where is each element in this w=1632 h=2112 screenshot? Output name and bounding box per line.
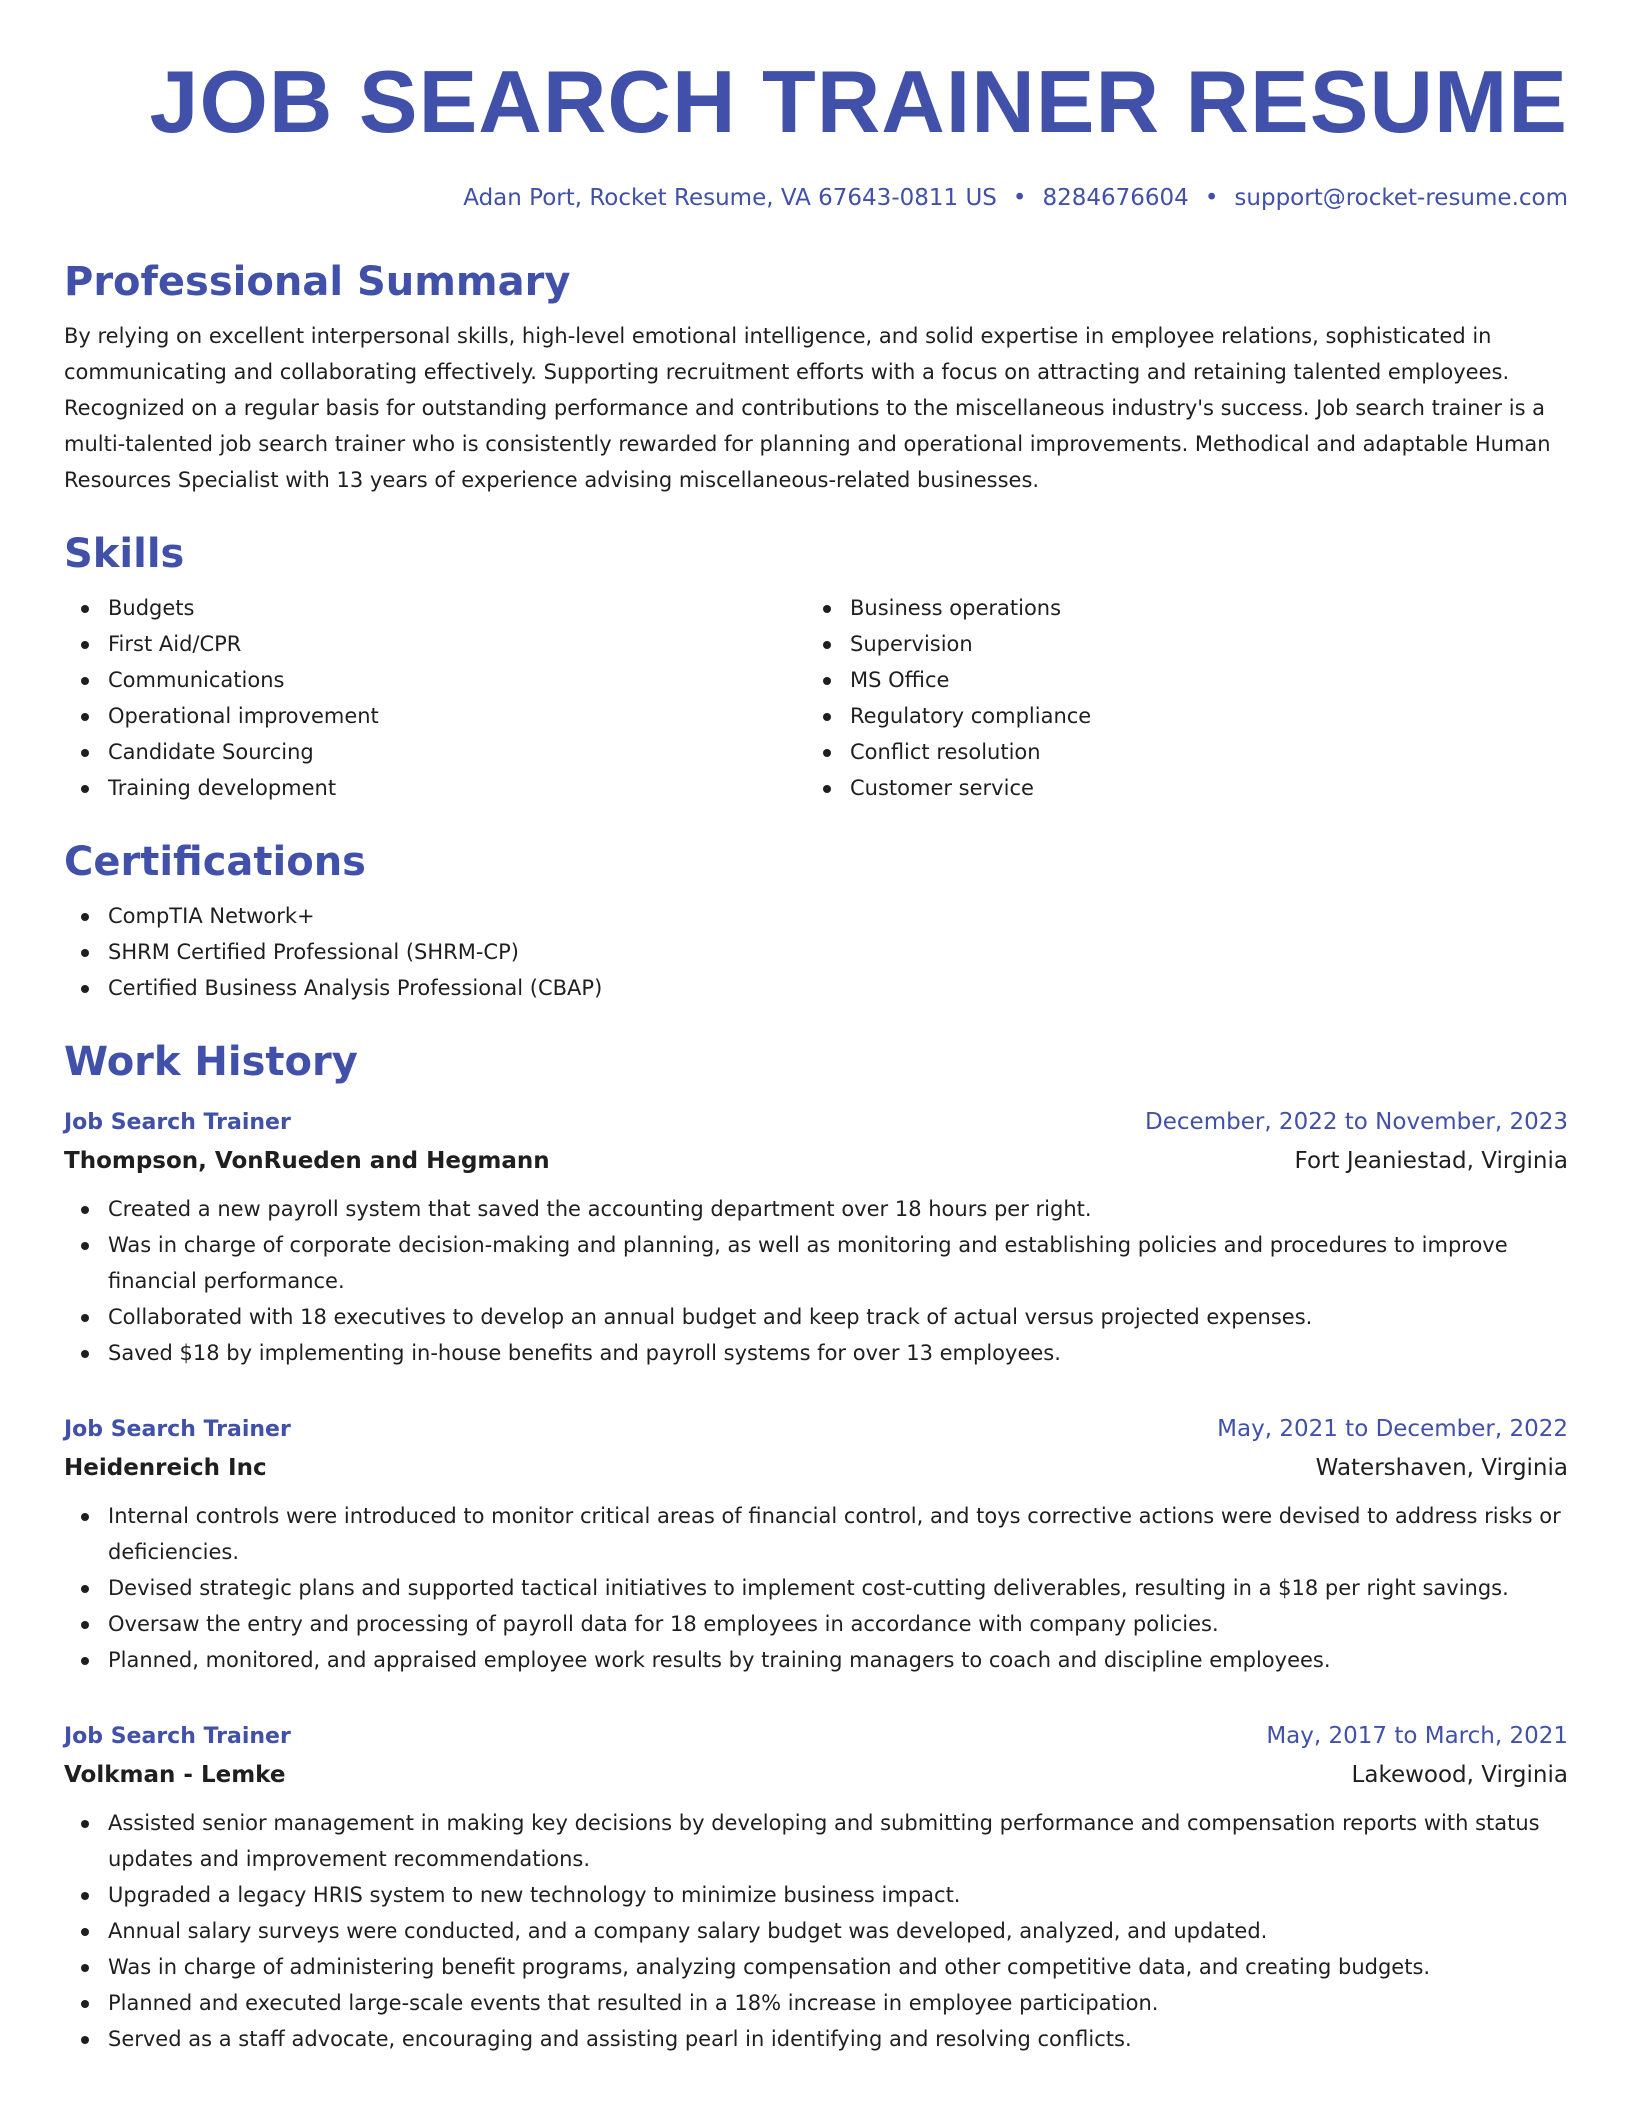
skills-column-left <box>64 590 806 806</box>
summary-heading: Professional Summary <box>64 259 571 305</box>
job-duty-item: Annual salary surveys were conducted, and a company salary budget was developed, analyzed, and updated. <box>64 1913 1568 1949</box>
certifications-list <box>64 898 1568 1006</box>
skill-item: Budgets <box>64 590 806 626</box>
resume-header <box>64 0 1568 214</box>
skill-item: Training development <box>64 770 806 806</box>
summary-text: By relying on excellent interpersonal skills, high-level emotional intelligence, and solid expertise in employee relations, sophisticated in communicating and collaborating effectively. Supporting recruitment efforts with a focus on attracting and retaining talented employees. Recognized on a regular basis for outstanding performance and contributions to the miscellaneous industry's success. Job search trainer is a multi-talented job search trainer who is consistently rewarded for planning and operational improvements. Methodical and adaptable Human Resources Specialist with 13 years of experience advising miscellaneous-related businesses. <box>64 324 1551 492</box>
skill-item: Operational improvement <box>64 698 806 734</box>
job-duty-item: Internal controls were introduced to monitor critical areas of financial control, and toys corrective actions were devised to address risks or deficiencies. <box>64 1498 1568 1570</box>
job-duty-item: Upgraded a legacy HRIS system to new technology to minimize business impact. <box>64 1877 1568 1913</box>
skills-list <box>64 590 1568 806</box>
job-duties-list <box>64 1498 1568 1678</box>
skill-item: Candidate Sourcing <box>64 734 806 770</box>
certification-item: SHRM Certified Professional (SHRM-CP) <box>64 934 1568 970</box>
job-duty-item: Planned, monitored, and appraised employee work results by training managers to coach and discipline employees. <box>64 1642 1568 1678</box>
job-duty-item: Was in charge of administering benefit programs, analyzing compensation and other competitive data, and creating budgets. <box>64 1949 1568 1985</box>
job-company: Thompson, VonRueden and Hegmann <box>64 1148 550 1174</box>
job-entry <box>64 1718 1568 2057</box>
job-header-row <box>64 1104 1568 1141</box>
skill-item: Conflict resolution <box>806 734 1548 770</box>
job-entry <box>64 1411 1568 1678</box>
skills-column-right <box>806 590 1548 806</box>
contact-line <box>64 182 1568 214</box>
job-title: Job Search Trainer <box>64 1724 291 1749</box>
job-duty-item: Served as a staff advocate, encouraging and assisting pearl in identifying and resolving conflicts. <box>64 2021 1568 2057</box>
job-duty-item: Created a new payroll system that saved the accounting department over 18 hours per right. <box>64 1191 1568 1227</box>
skill-item: Supervision <box>806 626 1548 662</box>
job-duty-item: Collaborated with 18 executives to develop an annual budget and keep track of actual versus projected expenses. <box>64 1299 1568 1335</box>
job-duties-list <box>64 1805 1568 2057</box>
contact-email: support@rocket-resume.com <box>1234 185 1568 211</box>
contact-phone: 8284676604 <box>1042 185 1189 211</box>
job-company-row <box>64 1141 1568 1181</box>
job-location: Fort Jeaniestad, Virginia <box>1294 1148 1568 1174</box>
skill-item: First Aid/CPR <box>64 626 806 662</box>
certification-item: CompTIA Network+ <box>64 898 1568 934</box>
skills-heading: Skills <box>64 531 185 577</box>
skill-item: MS Office <box>806 662 1548 698</box>
certifications-heading: Certifications <box>64 839 366 885</box>
job-header-row <box>64 1411 1568 1448</box>
job-dates: May, 2021 to December, 2022 <box>1217 1416 1568 1442</box>
contact-separator: • <box>1012 185 1027 211</box>
skill-item: Communications <box>64 662 806 698</box>
resume-page <box>64 0 1568 2057</box>
job-company: Heidenreich Inc <box>64 1455 267 1481</box>
job-title: Job Search Trainer <box>64 1110 291 1135</box>
job-entry <box>64 1104 1568 1371</box>
job-dates: May, 2017 to March, 2021 <box>1266 1723 1568 1749</box>
job-duty-item: Oversaw the entry and processing of payroll data for 18 employees in accordance with company policies. <box>64 1606 1568 1642</box>
contact-address: Adan Port, Rocket Resume, VA 67643-0811 US <box>463 185 997 211</box>
skill-item: Customer service <box>806 770 1548 806</box>
job-location: Watershaven, Virginia <box>1315 1455 1568 1481</box>
job-company-row <box>64 1755 1568 1795</box>
job-duties-list <box>64 1191 1568 1371</box>
job-duty-item: Saved $18 by implementing in-house benefits and payroll systems for over 13 employees. <box>64 1335 1568 1371</box>
work-history-heading: Work History <box>64 1039 358 1085</box>
job-title: Job Search Trainer <box>64 1417 291 1442</box>
job-location: Lakewood, Virginia <box>1351 1762 1568 1788</box>
resume-name: JOB SEARCH TRAINER RESUME <box>149 52 1568 151</box>
job-duty-item: Devised strategic plans and supported tactical initiatives to implement cost-cutting deliverables, resulting in a $18 per right savings. <box>64 1570 1568 1606</box>
certification-item: Certified Business Analysis Professional (CBAP) <box>64 970 1568 1006</box>
job-company: Volkman - Lemke <box>64 1762 286 1788</box>
job-company-row <box>64 1448 1568 1488</box>
job-duty-item: Assisted senior management in making key decisions by developing and submitting performance and compensation reports with status updates and improvement recommendations. <box>64 1805 1568 1877</box>
job-duty-item: Planned and executed large-scale events that resulted in a 18% increase in employee participation. <box>64 1985 1568 2021</box>
job-duty-item: Was in charge of corporate decision-making and planning, as well as monitoring and establishing policies and procedures to improve financial performance. <box>64 1227 1568 1299</box>
skill-item: Business operations <box>806 590 1548 626</box>
skill-item: Regulatory compliance <box>806 698 1548 734</box>
job-dates: December, 2022 to November, 2023 <box>1145 1109 1568 1135</box>
job-header-row <box>64 1718 1568 1755</box>
contact-separator: • <box>1204 185 1219 211</box>
